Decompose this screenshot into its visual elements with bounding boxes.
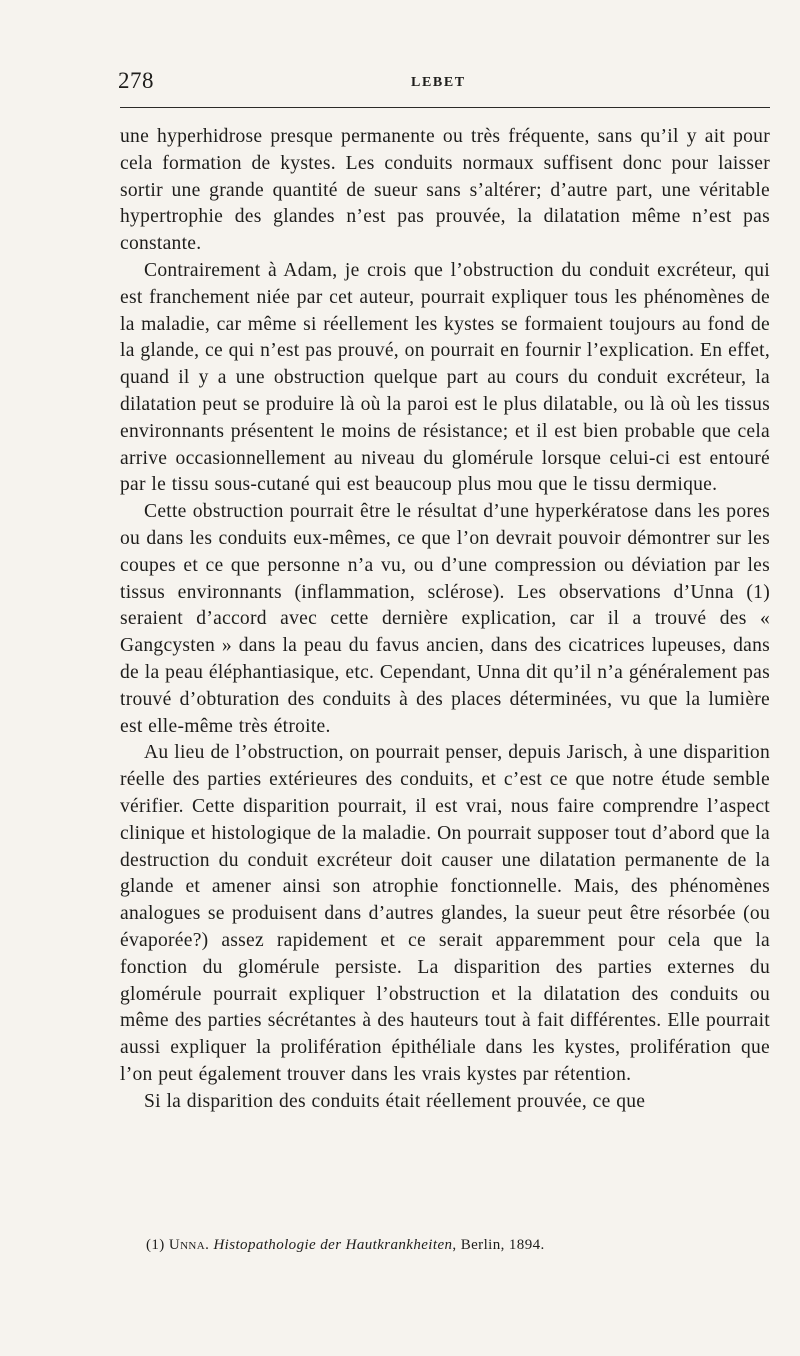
paragraph-5: Si la disparition des conduits était réellement prouvée, ce que (144, 1090, 646, 1112)
header-rule (120, 107, 770, 108)
footnote-author: Unna. (168, 1237, 210, 1253)
page-number: 278 (118, 68, 154, 93)
running-head: LEBET (411, 75, 466, 90)
footnote-title: Histopathologie der Hautkrankheiten (213, 1237, 453, 1253)
footnote-publication: , Berlin, 1894. (452, 1237, 545, 1253)
footnote (146, 1237, 746, 1254)
body-text (120, 124, 770, 1115)
paragraph-1: une hyperhidrose presque permanente ou très fréquente, sans qu’il y ait pour cela formation de kystes. Les conduits normaux suffisent donc pour laisser sortir une grande quantité de sueur sans s’altérer; d’autre part, une véritable hypertrophie des glandes n’est pas prouvée, la dilatation même n’est pas constante. (120, 126, 770, 255)
footnote-marker: (1) (146, 1237, 165, 1253)
paragraph-2: Contrairement à Adam, je crois que l’obstruction du conduit excréteur, qui est franchement niée par cet auteur, pourrait expliquer tous les phénomènes de la maladie, car même si réellement les kystes se formaient toujours au fond de la glande, ce qui n’est pas prouvé, on pourrait en fournir l’explication. En effet, quand il y a une obstruction quelque part au cours du conduit excréteur, la dilatation peut se produire là où la paroi est le plus dilatable, ou là où les tissus environnants présentent le moins de résistance; et il est bien probable que cela arrive occasionnellement au niveau du glomérule lorsque celui-ci est entouré par le tissu sous-cutané qui est beaucoup plus mou que le tissu dermique. (120, 259, 770, 496)
paragraph-3: Cette obstruction pourrait être le résultat d’une hyperkératose dans les pores ou dans les conduits eux-mêmes, ce que l’on devrait pouvoir démontrer sur les coupes et ce que personne n’a vu, ou d’une compression ou déviation par les tissus environnants (inflammation, sclérose). Les observations d’Unna (1) seraient d’accord avec cette dernière explication, car il a trouvé des « Gangcysten » dans la peau du favus ancien, dans des cicatrices lupeuses, dans de la peau éléphantiasique, etc. Cependant, Unna dit qu’il n’a généralement pas trouvé d’obturation des conduits à des places déterminées, vu que la lumière est elle-même très étroite. (120, 501, 770, 737)
paragraph-4: Au lieu de l’obstruction, on pourrait penser, depuis Jarisch, à une disparition réelle des parties extérieures des conduits, et c’est ce que notre étude semble vérifier. Cette disparition pourrait, il est vrai, nous faire comprendre l’aspect clinique et histologique de la maladie. On pourrait supposer tout d’abord que la destruction du conduit excréteur doit causer une dilatation permanente de la glande et amener ainsi son atrophie fonctionnelle. Mais, des phénomènes analogues se produisent dans d’autres glandes, la sueur peut être résorbée (ou évaporée?) assez rapidement et ce serait apparemment pour cela que la fonction du glomérule persiste. La disparition des parties externes du glomérule pourrait expliquer l’obstruction et la dilatation des conduits ou même des parties sécrétantes à des hauteurs tout à fait différentes. Elle pourrait aussi expliquer la prolifération épithéliale dans les kystes, prolifération que l’on peut également trouver dans les vrais kystes par rétention. (120, 742, 770, 1085)
page-header (118, 66, 768, 96)
